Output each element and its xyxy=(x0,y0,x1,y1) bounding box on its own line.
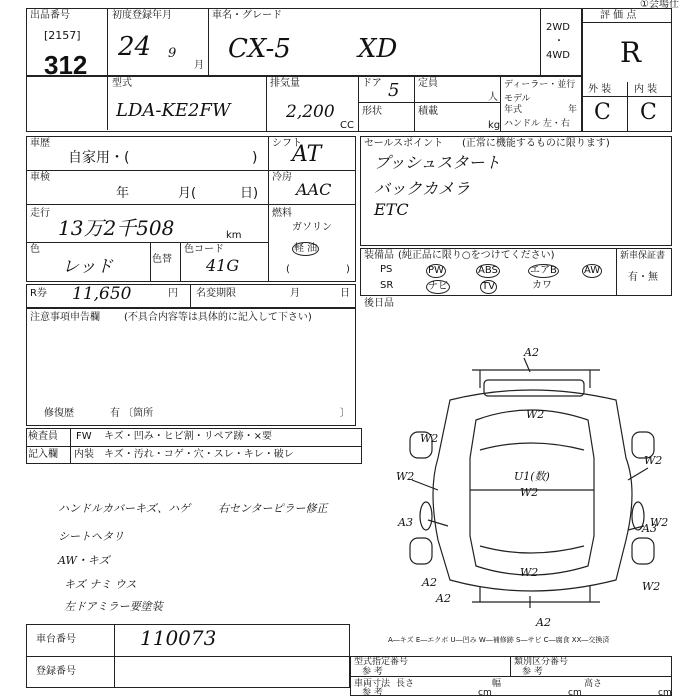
mark-w2-right: W2 xyxy=(650,516,669,529)
mileage-label: 走行 xyxy=(30,208,50,219)
regno-label: 登録番号 xyxy=(36,666,76,677)
sales-label: セールスポイント xyxy=(364,138,444,149)
lot-number: 312 xyxy=(44,50,88,80)
dealer-label: ディーラー・並行 xyxy=(504,80,576,90)
int-label: 内 装 xyxy=(634,84,658,95)
color-label: 色 xyxy=(30,244,40,255)
cap-unit: 人 xyxy=(488,92,498,103)
type-label: 型式 xyxy=(112,78,132,89)
hand-note-5: キズ ナミ ウス xyxy=(64,578,137,591)
mark-u1: U1(数) xyxy=(514,470,550,483)
doors-label: ドア xyxy=(362,78,382,89)
corner-text: ①会場仕 xyxy=(640,0,679,10)
type-value: LDA-KE2FW xyxy=(116,100,231,121)
equip-leather: カワ xyxy=(532,280,552,291)
mileage-value: 13万2千508 xyxy=(58,216,175,240)
equip-sub: (純正品に限り○をつけてください) xyxy=(398,250,555,261)
term-month: 月 xyxy=(290,288,300,299)
diagram-legend: A―キズ E―エクボ U―凹み W―補修跡 S―サビ C―腐食 XX―交換済 xyxy=(388,636,610,644)
inspector-label: 検査員 xyxy=(28,431,58,442)
equip-tv: TV xyxy=(482,281,495,292)
equip-sr: SR xyxy=(380,280,394,291)
equip-ps: PS xyxy=(380,264,393,275)
mark-a3-right: A3 xyxy=(642,522,657,535)
equip-pw: PW xyxy=(428,265,444,276)
mark-w2-roof: W2 xyxy=(526,408,545,421)
dim-cm-1: cm xyxy=(478,688,492,698)
mark-w2-right-front: W2 xyxy=(644,454,663,467)
header-row xyxy=(26,8,582,80)
mark-a2-top: A2 xyxy=(524,346,539,359)
insp-label: 車検 xyxy=(30,172,50,183)
repair-value: 有 〔箇所 xyxy=(110,408,154,419)
row2-text: キズ・汚れ・コゲ・穴・スレ・キレ・破レ xyxy=(104,449,294,460)
load-label: 積載 xyxy=(418,106,438,117)
mark-w2-left: W2 xyxy=(396,470,415,483)
back-label: 後日品 xyxy=(364,298,394,309)
car-name: CX-5 xyxy=(228,34,291,64)
disp-unit: CC xyxy=(340,120,354,131)
equip-abs: ABS xyxy=(478,265,498,276)
insp-month: 月( xyxy=(178,186,197,201)
dim-cm-3: cm xyxy=(658,688,672,698)
cap-label: 定員 xyxy=(418,78,438,89)
reg-month: 9 xyxy=(168,46,177,61)
mark-a2-left-rear-2: A2 xyxy=(436,592,451,605)
lot-sub: [2157] xyxy=(44,29,81,42)
dim-label: 車両寸法 xyxy=(354,679,391,689)
hand-note-3: シートヘタリ xyxy=(58,530,124,543)
model-label: モデル xyxy=(504,94,531,104)
disp-value: 2,200 xyxy=(286,102,335,122)
load-unit: kg xyxy=(488,120,501,131)
notes-label: 注意事項申告欄 xyxy=(30,312,100,323)
int-grade: C xyxy=(640,100,657,125)
ac-value: AAC xyxy=(296,180,332,199)
mark-a2-left-rear: A2 xyxy=(422,576,437,589)
color-code: 41G xyxy=(206,256,240,275)
drive-2wd: 2WD xyxy=(546,22,570,33)
recycle-value: 11,650 xyxy=(72,284,132,304)
equip-aw: AW xyxy=(584,265,601,276)
shape-label: 形状 xyxy=(362,106,382,117)
warranty-value: 有・無 xyxy=(628,272,658,283)
dim-length: 長さ xyxy=(396,679,415,689)
class-no-ref: 参 考 xyxy=(522,667,543,677)
hand-note-1: ハンドルカバーキズ、ハゲ xyxy=(58,502,191,515)
ext-grade: C xyxy=(594,100,611,125)
equip-label: 装備品 xyxy=(364,250,394,261)
reg-year: 24 xyxy=(118,32,152,62)
grade-label: 評 価 点 xyxy=(600,10,637,21)
shift-label: シフト xyxy=(272,138,302,149)
mark-a2-bottom: A2 xyxy=(536,616,551,629)
equip-navi: ナビ xyxy=(428,281,448,292)
hand-note-4: AW・キズ xyxy=(58,554,110,567)
chassis-value: 110073 xyxy=(140,626,217,650)
dim-ref: 参 考 xyxy=(362,688,383,698)
drive-dot: ・ xyxy=(554,36,564,47)
color-code-label: 色コード xyxy=(184,244,224,255)
handle-label: ハンドル 左・右 xyxy=(504,119,570,129)
term-day: 日 xyxy=(340,288,350,299)
type-no-ref: 参 考 xyxy=(362,667,383,677)
recycle-label: R券 xyxy=(30,288,47,299)
ext-label: 外 装 xyxy=(588,84,612,95)
row1-fw: FW xyxy=(76,431,92,442)
reg-label: 初度登録年月 xyxy=(112,10,172,21)
disp-label: 排気量 xyxy=(270,78,300,89)
history-label: 車歴 xyxy=(30,138,50,149)
car-grade: XD xyxy=(358,34,398,64)
model-year-label: 年式 xyxy=(504,105,523,115)
lot-label: 出品番号 xyxy=(30,10,70,21)
term-label: 名変期限 xyxy=(196,288,236,299)
class-no-label: 類別区分番号 xyxy=(514,657,569,667)
reg-month-unit: 月 xyxy=(194,60,204,71)
mark-w2-center: W2 xyxy=(520,486,539,499)
drive-4wd: 4WD xyxy=(546,50,570,61)
repair-close: 〕 xyxy=(340,408,350,419)
insp-day: 日) xyxy=(240,186,259,201)
fuel-diesel: 軽 油 xyxy=(294,243,318,254)
mileage-unit: km xyxy=(226,230,242,241)
mark-w2-right-rear: W2 xyxy=(642,580,661,593)
dim-cm-2: cm xyxy=(568,688,582,698)
sales-line-2: バックカメラ xyxy=(374,179,471,198)
sales-line-3: ETC xyxy=(374,200,409,219)
mark-w2-rear: W2 xyxy=(520,566,539,579)
color-change-label: 色替 xyxy=(152,254,172,265)
car-damage-diagram xyxy=(380,340,680,640)
sales-line-1: プッシュスタート xyxy=(374,153,501,172)
warranty-label: 新車保証書 xyxy=(620,251,666,261)
row1-text: キズ・凹み・ヒビ割・リペア跡・×要 xyxy=(104,431,272,442)
fuel-gasoline: ガソリン xyxy=(292,222,332,233)
grade-score: R xyxy=(620,36,642,69)
hand-note-6: 左ドアミラー要塗装 xyxy=(64,600,163,613)
hand-note-2: 右センターピラー修正 xyxy=(218,502,328,515)
car-label: 車名・グレード xyxy=(212,10,282,21)
model-year-unit: 年 xyxy=(568,105,578,115)
equip-airbag: エアB xyxy=(530,265,557,276)
mark-w2-left-front: W2 xyxy=(420,432,439,445)
fuel-paren-close: ) xyxy=(346,264,350,275)
dim-height: 高さ xyxy=(584,679,603,689)
sales-sub: (正常に機能するものに限ります) xyxy=(462,138,610,149)
type-no-label: 型式指定番号 xyxy=(354,657,409,667)
fuel-label: 燃料 xyxy=(272,208,292,219)
shift-value: AT xyxy=(292,142,322,167)
insp-year: 年 xyxy=(116,186,130,201)
row2-int: 内装 xyxy=(74,449,94,460)
notes-box xyxy=(26,308,356,426)
recycle-unit: 円 xyxy=(168,288,178,299)
fuel-paren-open: ( xyxy=(286,264,290,275)
notes-sub: (不具合内容等は具体的に記入して下さい) xyxy=(124,312,312,323)
dim-width: 幅 xyxy=(492,679,502,689)
history-value: 自家用・( xyxy=(68,150,130,166)
color-value: レッド xyxy=(62,257,113,277)
doors-value: 5 xyxy=(388,80,400,101)
history-close: ) xyxy=(252,150,258,166)
ac-label: 冷房 xyxy=(272,172,292,183)
mark-a3-left: A3 xyxy=(398,516,413,529)
chassis-label: 車台番号 xyxy=(36,634,76,645)
repair-label: 修復歴 xyxy=(44,408,74,419)
writer-label: 記入欄 xyxy=(28,449,58,460)
